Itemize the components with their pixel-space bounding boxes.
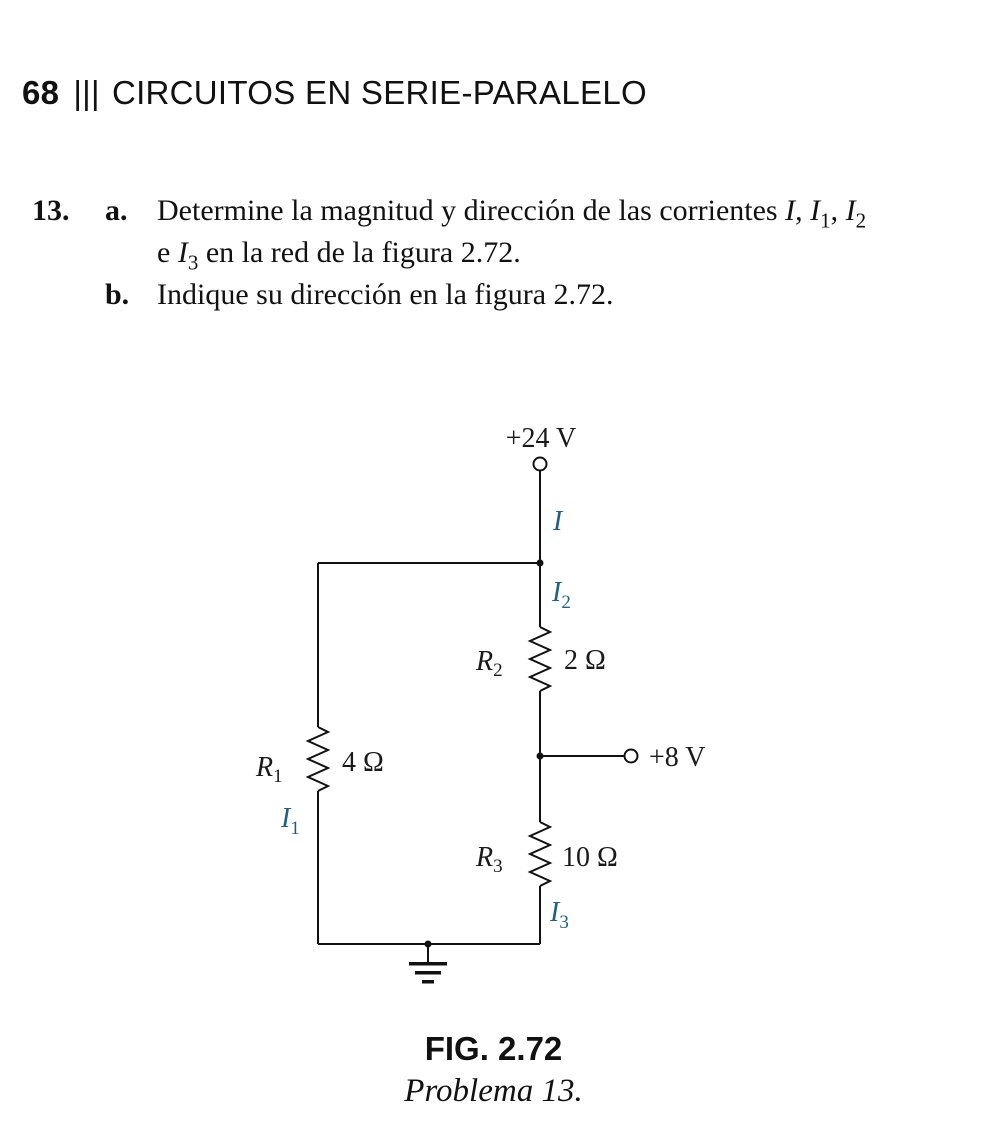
label-r1: $R_1$ (256, 752, 283, 787)
label-current-i2: $I_2$ (552, 577, 571, 613)
label-supply-24v: +24 V (505, 423, 577, 454)
figure-caption: Problema 13. (404, 1073, 583, 1109)
label-current-i3: $I_3$ (550, 897, 569, 933)
label-current-i1: $I_1$ (281, 803, 300, 839)
junction-ground (425, 941, 432, 948)
figure-label: FIG. 2.72 (424, 1030, 563, 1067)
part-a-text-line-2: e $I_3$ en la red de la figura 2.72. (157, 236, 521, 275)
junction-top (537, 560, 544, 567)
part-b-text: Indique su dirección en la figura 2.72. (157, 278, 614, 311)
header-separator: ||| (73, 74, 100, 111)
value-r1: 4 Ω (342, 747, 384, 778)
value-r2: 2 Ω (564, 645, 606, 676)
part-a-label: a. (105, 194, 128, 227)
label-node-8v: +8 V (649, 742, 706, 773)
label-current-i: I (553, 506, 563, 537)
resistor-r1 (308, 727, 328, 791)
ground-icon (409, 962, 447, 984)
circuit-wires (308, 471, 625, 962)
junction-middle (537, 753, 544, 760)
chapter-title: CIRCUITOS EN SERIE-PARALELO (111, 74, 647, 111)
problem-number: 13. (32, 194, 70, 227)
terminal-8v (625, 750, 638, 763)
resistor-r3 (530, 822, 550, 886)
page-number: 68 (22, 74, 60, 111)
part-b-label: b. (105, 278, 130, 311)
part-a-text-line-1: Determine la magnitud y dirección de las corrientes I, $I_1$, $I_2$ (157, 194, 867, 233)
terminal-24v (534, 458, 547, 471)
label-r2: $R_2$ (476, 646, 503, 681)
label-r3: $R_3$ (476, 842, 503, 877)
value-r3: 10 Ω (562, 842, 618, 873)
resistor-r2 (530, 627, 550, 691)
